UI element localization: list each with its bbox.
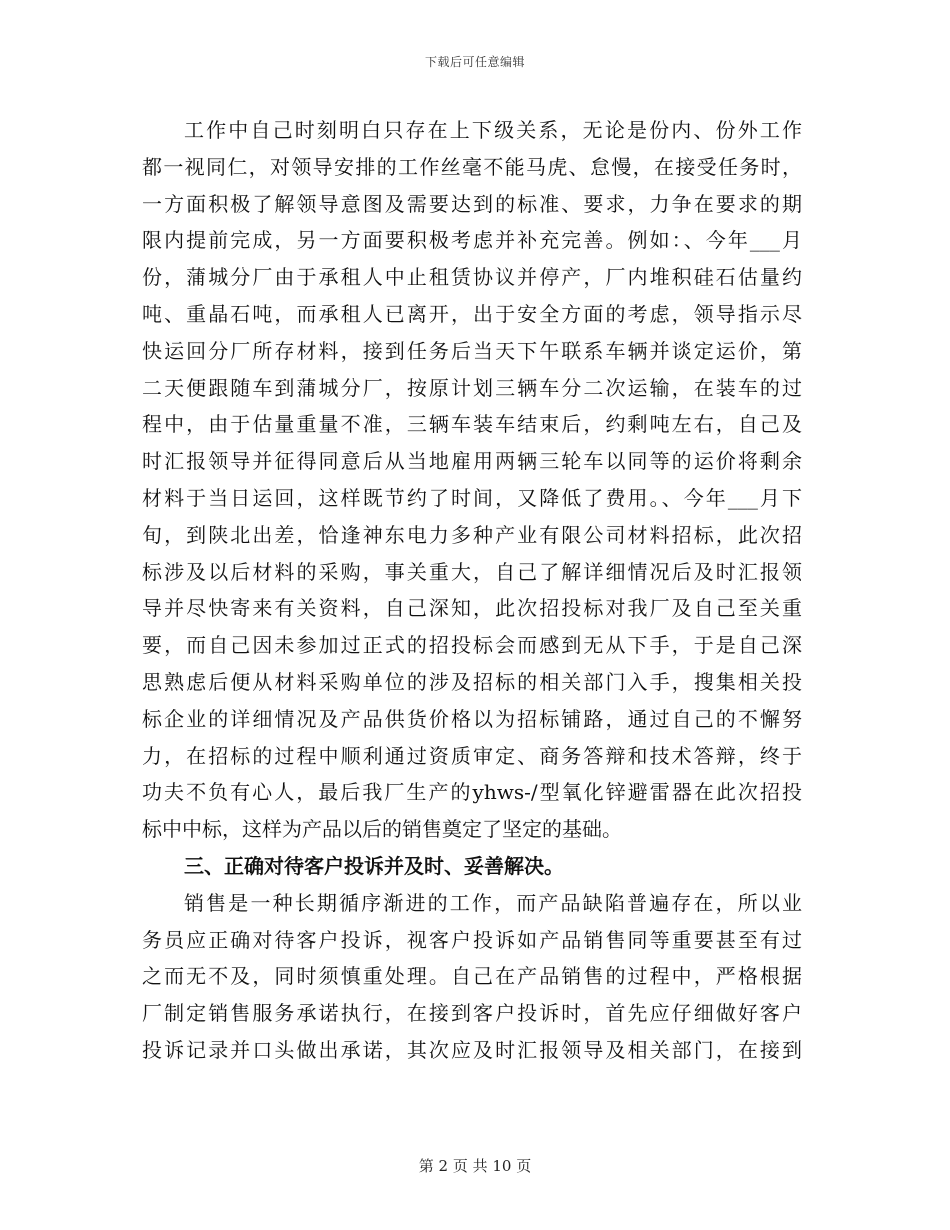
text-line: 二天便跟随车到蒲城分厂，按原计划三辆车分二次运输，在装车的过: [142, 375, 802, 400]
text-line: 程中，由于估量重量不准，三辆车装车结束后，约剩吨左右，自己及: [142, 412, 802, 437]
text-line: 标企业的详细情况及产品供货价格以为招标铺路，通过自己的不懈努: [142, 706, 802, 731]
section-heading: 三、正确对待客户投诉并及时、妥善解决。: [184, 853, 564, 878]
text-line: 之而无不及，同时须慎重处理。自己在产品销售的过程中，严格根据: [142, 964, 802, 989]
page-footer: 第 2 页 共 10 页: [418, 1157, 532, 1175]
page-header: 下载后可任意编辑: [424, 55, 525, 69]
text-line: 旬，到陕北出差，恰逢神东电力多种产业有限公司材料招标，此次招: [142, 522, 802, 547]
text-line: 都一视同仁，对领导安排的工作丝毫不能马虎、怠慢，在接受任务时，: [142, 154, 802, 179]
text-line: 吨、重晶石吨，而承租人已离开，出于安全方面的考虑，领导指示尽: [142, 301, 802, 326]
text-line: 材料于当日运回，这样既节约了时间，又降低了费用。、今年___月下: [142, 485, 802, 510]
text-line: 务员应正确对待客户投诉，视客户投诉如产品销售同等重要甚至有过: [142, 927, 802, 952]
text-line: 快运回分厂所存材料，接到任务后当天下午联系车辆并谈定运价，第: [142, 338, 802, 363]
text-line: 思熟虑后便从材料采购单位的涉及招标的相关部门入手，搜集相关投: [142, 669, 802, 694]
text-line: 力，在招标的过程中顺利通过资质审定、商务答辩和技术答辩，终于: [142, 743, 802, 768]
text-line: 投诉记录并口头做出承诺，其次应及时汇报领导及相关部门，在接到: [142, 1037, 802, 1062]
text-line: 标涉及以后材料的采购，事关重大，自己了解详细情况后及时汇报领: [142, 559, 802, 584]
text-line: 导并尽快寄来有关资料，自己深知，此次招投标对我厂及自己至关重: [142, 596, 802, 621]
text-line: 一方面积极了解领导意图及需要达到的标准、要求，力争在要求的期: [142, 191, 802, 216]
text-line: 销售是一种长期循序渐进的工作，而产品缺陷普遍存在，所以业: [184, 890, 802, 915]
text-line: 功夫不负有心人，最后我厂生产的yhws-/型氧化锌避雷器在此次招投: [142, 780, 802, 805]
text-line: 厂制定销售服务承诺执行，在接到客户投诉时，首先应仔细做好客户: [142, 1001, 802, 1026]
text-line: 标中中标，这样为产品以后的销售奠定了坚定的基础。: [142, 817, 622, 842]
text-line: 要，而自己因未参加过正式的招投标会而感到无从下手，于是自己深: [142, 633, 802, 658]
text-line: 份，蒲城分厂由于承租人中止租赁协议并停产，厂内堆积硅石估量约: [142, 265, 802, 290]
text-line: 限内提前完成，另一方面要积极考虑并补充完善。例如：、今年___月: [142, 228, 802, 253]
body-text: [142, 112, 802, 1069]
text-line: 时汇报领导并征得同意后从当地雇用两辆三轮车以同等的运价将剩余: [142, 449, 802, 474]
text-line: 工作中自己时刻明白只存在上下级关系，无论是份内、份外工作: [184, 118, 802, 142]
